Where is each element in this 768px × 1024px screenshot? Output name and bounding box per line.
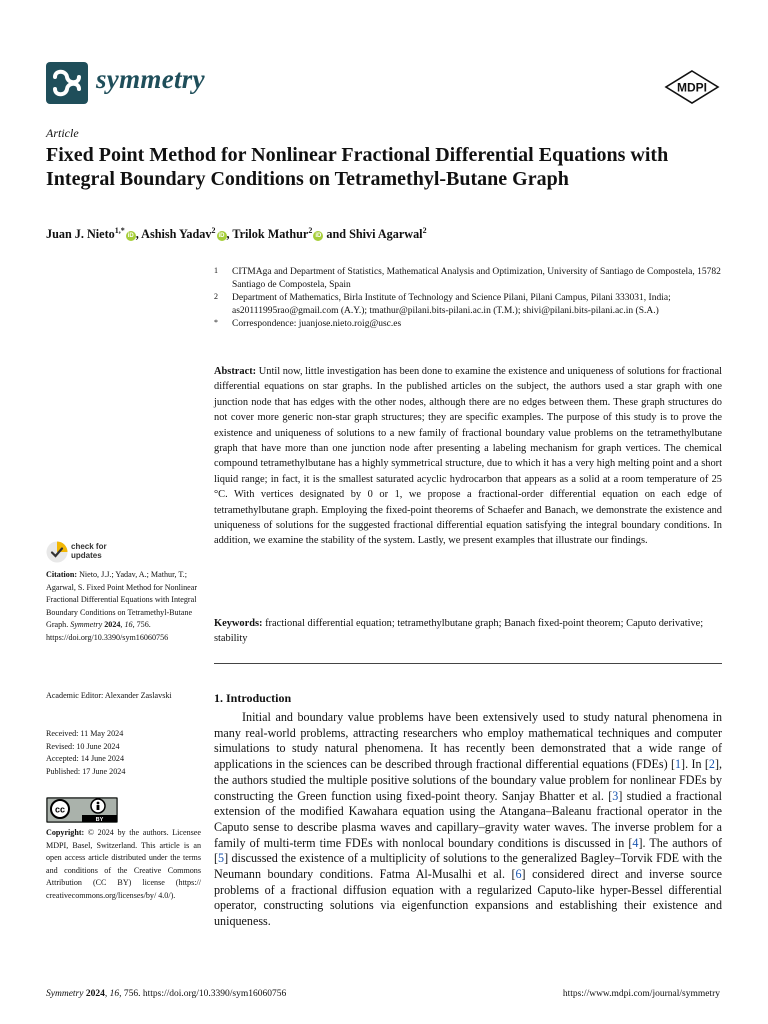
affiliation-mark: 2 xyxy=(214,292,218,301)
introduction-heading: 1. Introduction xyxy=(214,691,292,705)
affiliation-mark: * xyxy=(214,318,218,327)
citation-volume: 16 xyxy=(124,620,133,630)
paragraph-text: ] discussed the existence of a multiplicity of solutions to the generalized Bagley–Torvik FDE with the Neumann boundary conditions. Fatma Al-Musalhi et al. [ xyxy=(214,851,722,882)
svg-text:cc: cc xyxy=(54,804,66,815)
citation-block: Citation: Nieto, J.J.; Yadav, A.; Mathur, T.; Agarwal, S. Fixed Point Method for Nonlinear Fractional Differential Equations with Integral Boundary Conditions on Tetramethyl-Butane Graph. Symmetry 2024, 16, 756. https://doi.org/10.3390/sym16060756 xyxy=(46,570,198,642)
date-item: Accepted: 14 June 2024 xyxy=(46,754,124,764)
author-name[interactable]: Trilok Mathur xyxy=(232,227,309,242)
academic-editor: Academic Editor: Alexander Zaslavski xyxy=(46,691,172,700)
author-name[interactable]: Juan J. Nieto xyxy=(46,227,115,242)
orcid-icon[interactable]: iD xyxy=(127,233,134,240)
abstract-text: Until now, little investigation has been done to examine the existence and uniqueness of solutions for fractional differential equations on star graphs. In the published articles on the subject, the authors used a star graph with one junction node that has edges with the other nodes, although there are no edges between them. These graph structures do not cover more generic non-star graph structures; they are specific examples. The purpose of this study is to prove the existence and uniqueness of solutions to a new family of fractional boundary value problems on the tetramethylbutane graph that have more than one junction node after presenting a labeling mechanism for graph vertices. The chemical compound tetramethylbutane has a highly symmetrical structure, due to which it has a very high melting point and a short liquid range; in fact, it is the smallest saturated acyclic hydrocarbon that appears as a solid at a room temperature of 25 °C. With vertices designated by 0 or 1, we propose a fractional-order differential equation on each edge of tetramethylbutane graph. Employing the fixed-point theorems of Schaefer and Banach, we demonstrate the existence and uniqueness of solutions for the suggested fractional differential equation satisfying the integral boundary conditions. In addition, we examine the stability of the system. Lastly, we present examples that illustrate our findings. xyxy=(214,366,722,547)
author-affiliation-mark: 2 xyxy=(211,226,216,235)
reference-link[interactable]: 1 xyxy=(675,757,682,772)
footer-doi[interactable]: , 756. https://doi.org/10.3390/sym16060756 xyxy=(119,989,287,999)
publisher-name: MDPI xyxy=(677,80,707,95)
mdpi-logo-icon[interactable] xyxy=(664,70,720,104)
author-affiliation-mark: 2 xyxy=(422,226,427,235)
reference-link[interactable]: 6 xyxy=(515,867,522,882)
author-separator: and xyxy=(323,227,350,242)
abstract-label: Abstract: xyxy=(214,366,257,377)
citation-year: 2024 xyxy=(104,620,121,630)
reference-link[interactable]: 2 xyxy=(708,757,715,772)
author-affiliation-mark: 1,* xyxy=(114,226,125,235)
footer-year: 2024 xyxy=(85,989,105,999)
cc-by-license-icon[interactable] xyxy=(46,797,118,823)
affiliation-item xyxy=(214,266,724,292)
introduction-paragraph xyxy=(214,710,722,930)
paragraph-text: ] considered direct and inverse source problems of a fractional diffusion equation with a regularized Caputo-like hyper-Bessel differential operator, constructing solutions via eigenfunction expansions and establishing their existence and uniqueness. xyxy=(214,867,722,929)
reference-link[interactable]: 4 xyxy=(632,835,639,850)
paper-title: Fixed Point Method for Nonlinear Fractional Differential Equations with Integral Boundary Conditions on Tetramethyl-Butane Graph xyxy=(46,144,669,190)
check-updates-line1: check for xyxy=(71,542,107,551)
footer-citation: Symmetry 2024, 16, 756. https://doi.org/10.3390/sym16060756 xyxy=(46,989,287,999)
affiliation-text: Correspondence: juanjose.nieto.roig@usc.es xyxy=(232,319,402,329)
orcid-icon[interactable]: iD xyxy=(218,233,225,240)
date-item: Revised: 10 June 2024 xyxy=(46,741,120,751)
affiliation-text: CITMAga and Department of Statistics, Mathematical Analysis and Optimization, University of Santiago de Compostela, 15782 Santiago de Compostela, Spain xyxy=(232,267,721,290)
keywords-text: fractional differential equation; tetramethylbutane graph; Banach fixed-point theorem; Caputo derivative; stability xyxy=(214,618,704,645)
publication-dates xyxy=(46,728,201,778)
copyright-text: © 2024 by the authors. Licensee MDPI, Basel, Switzerland. This article is an open access article distributed under the terms and conditions of the Creative Commons Attribution (CC BY) license (https:// creativecommons.org/licenses/by/ 4.0/). xyxy=(46,828,201,900)
keywords-label: Keywords: xyxy=(214,618,263,629)
date-item: Published: 17 June 2024 xyxy=(46,766,126,776)
footer-journal-url[interactable]: https://www.mdpi.com/journal/symmetry xyxy=(562,989,720,999)
affiliation-text: Department of Mathematics, Birla Institute of Technology and Science Pilani, Pilani Campus, Pilani 333031, India; as20111995rao@gmail.com (A.Y.); tmathur@pilani.bits-pilani.ac.in (T.M.); shivi@pilani.bits-pilani.ac.in (S.A.) xyxy=(232,293,671,316)
keywords xyxy=(214,616,722,647)
paragraph-text: ]. The authors of [ xyxy=(214,835,722,866)
citation-label: Citation: xyxy=(46,570,78,579)
article-type: Article xyxy=(46,126,79,140)
journal-name[interactable]: symmetry xyxy=(96,64,205,94)
affiliation-item xyxy=(214,318,724,331)
check-for-updates-button[interactable] xyxy=(46,541,126,563)
author-separator: , xyxy=(135,227,142,242)
affiliation-item xyxy=(214,292,724,318)
abstract xyxy=(214,364,722,549)
author-separator: , xyxy=(226,227,233,242)
copyright-block xyxy=(46,827,201,903)
paragraph-text: ], the authors studied the multiple positive solutions of the boundary value problem for nonlinear FDEs by constructing the Green function using fixed-point theory. Sanjay Bhatter et al. [ xyxy=(214,757,722,803)
citation-doi[interactable]: , 756. https://doi.org/10.3390/sym16060756 xyxy=(46,620,169,642)
affiliations xyxy=(214,266,724,331)
orcid-icon[interactable]: iD xyxy=(315,233,322,240)
citation-journal: Symmetry xyxy=(70,620,103,630)
check-for-updates-icon xyxy=(46,541,68,563)
reference-link[interactable]: 5 xyxy=(218,851,225,866)
author-name[interactable]: Shivi Agarwal xyxy=(349,227,423,242)
section-divider xyxy=(214,663,722,664)
paragraph-text: ] studied a fractional extension of the modified Kawahara equation using the Atangana–Baleanu fractional operator in the Caputo sense to describe plasma waves and capillary–gravity water waves. The inverse problem for a family of multi-term time FDEs with nonlocal boundary conditions is discussed in [ xyxy=(214,788,722,850)
author-list xyxy=(46,226,726,242)
check-updates-line2: updates xyxy=(71,551,102,560)
author-affiliation-mark: 2 xyxy=(308,226,313,235)
affiliation-mark: 1 xyxy=(214,266,218,275)
symmetry-logo-icon xyxy=(46,62,88,104)
paragraph-text: Initial and boundary value problems have been extensively used to study natural phenomena in many real-world problems, attracting researchers who employ mathematical techniques and computer simulations to study natural phenomena. It has recently been demonstrated that a wide range of applications in the sciences can be described through fractional differential equations (FDEs) [ xyxy=(214,710,722,772)
footer-journal: Symmetry xyxy=(46,989,84,999)
paragraph-text: ]. In [ xyxy=(681,757,709,772)
cc-by-label: BY xyxy=(95,817,104,823)
citation-text: Nieto, J.J.; Yadav, A.; Mathur, T.; Agarwal, S. Fixed Point Method for Nonlinear Fractional Differential Equations with Integral Boundary Conditions on Tetramethyl-Butane Graph. xyxy=(46,570,198,630)
copyright-label: Copyright: xyxy=(46,828,85,837)
reference-link[interactable]: 3 xyxy=(612,788,619,803)
date-item: Received: 11 May 2024 xyxy=(46,729,124,738)
author-name[interactable]: Ashish Yadav xyxy=(141,227,212,242)
footer-volume: 16 xyxy=(109,989,120,999)
